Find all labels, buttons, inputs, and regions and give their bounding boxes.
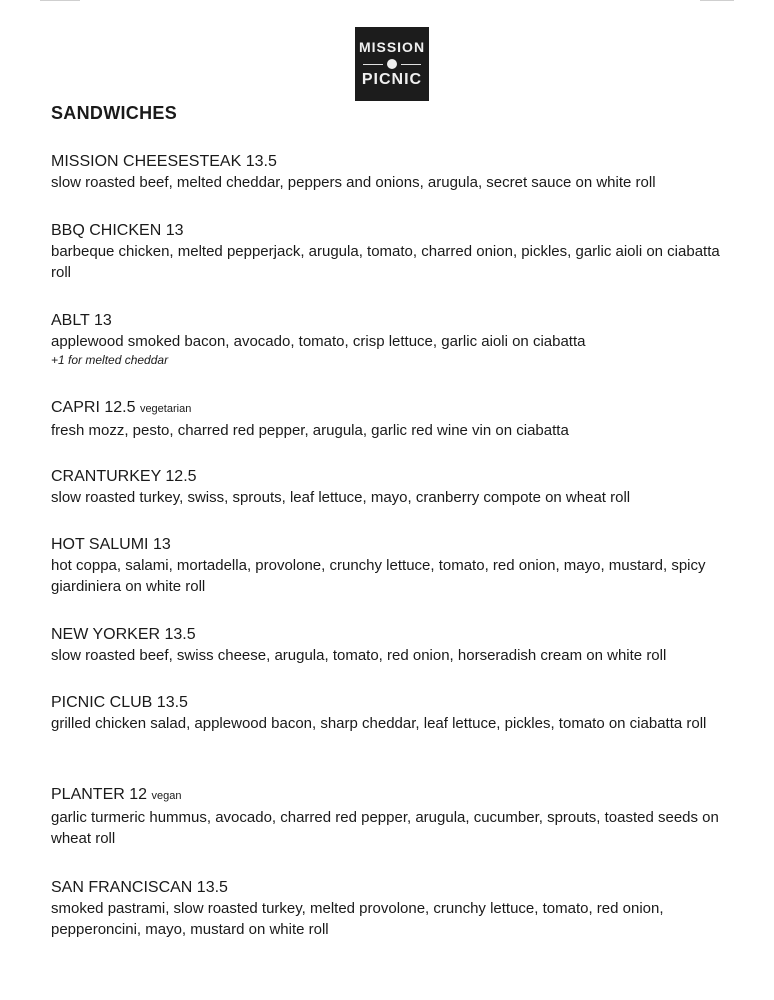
menu-item [51, 310, 731, 369]
menu-item-title: MISSION CHEESESTEAK 13.5 [51, 153, 277, 170]
menu-item [51, 151, 731, 193]
menu-item-title: HOT SALUMI 13 [51, 536, 171, 553]
menu-item-description: barbeque chicken, melted pepperjack, arugula, tomato, charred onion, pickles, garlic aioli on ciabatta roll [51, 243, 720, 281]
menu-item-name [51, 397, 731, 420]
dietary-tag: vegetarian [139, 403, 192, 415]
menu-item [51, 624, 731, 666]
menu-item [51, 877, 731, 940]
menu-item-name [51, 692, 731, 713]
menu-item-description: slow roasted beef, melted cheddar, peppers and onions, arugula, secret sauce on white roll [51, 174, 656, 191]
menu-item [51, 220, 731, 283]
logo-dash-left [363, 64, 383, 65]
menu-item-description: applewood smoked bacon, avocado, tomato, crisp lettuce, garlic aioli on ciabatta [51, 333, 586, 350]
menu-item-description: garlic turmeric hummus, avocado, charred red pepper, arugula, cucumber, sprouts, toasted seeds on wheat roll [51, 809, 719, 847]
menu-item-name [51, 877, 731, 898]
menu-item-name [51, 624, 731, 645]
menu-item-note: +1 for melted cheddar [51, 353, 169, 367]
menu-item-title: SAN FRANCISCAN 13.5 [51, 879, 228, 896]
menu-item-title: ABLT 13 [51, 312, 112, 329]
menu-item-description: smoked pastrami, slow roasted turkey, melted provolone, crunchy lettuce, tomato, red onion, pepperoncini, mayo, mustard on white roll [51, 900, 664, 938]
menu-item-name [51, 534, 731, 555]
menu-item-name [51, 310, 731, 331]
menu-item-title: NEW YORKER 13.5 [51, 626, 196, 643]
menu-item-description: slow roasted beef, swiss cheese, arugula, tomato, red onion, horseradish cream on white roll [51, 647, 667, 664]
menu-item-name [51, 220, 731, 241]
dietary-tag: vegan [151, 790, 182, 802]
logo-emblem-icon [387, 59, 397, 69]
menu-item [51, 692, 731, 734]
scan-edge-line [40, 0, 80, 1]
menu-item [51, 397, 731, 441]
menu-item-description: grilled chicken salad, applewood bacon, sharp cheddar, leaf lettuce, pickles, tomato on ciabatta roll [51, 715, 707, 732]
logo-line-1: MISSION [358, 39, 426, 55]
menu-item-name [51, 784, 731, 807]
menu-item-description: hot coppa, salami, mortadella, provolone, crunchy lettuce, tomato, red onion, mayo, mustard, spicy giardiniera on white roll [51, 557, 706, 595]
logo-line-2: PICNIC [361, 71, 423, 88]
mission-picnic-logo [355, 27, 429, 101]
menu-item-description: slow roasted turkey, swiss, sprouts, leaf lettuce, mayo, cranberry compote on wheat roll [51, 489, 631, 506]
menu-item-name [51, 466, 731, 487]
menu-item [51, 784, 731, 849]
menu-item-title: PLANTER 12 [51, 786, 148, 803]
menu-item-description: fresh mozz, pesto, charred red pepper, arugula, garlic red wine vin on ciabatta [51, 422, 569, 439]
logo-divider [363, 59, 421, 69]
menu-item [51, 466, 731, 508]
menu-item [51, 534, 731, 597]
scan-edge-line [700, 0, 734, 1]
menu-item-title: PICNIC CLUB 13.5 [51, 694, 188, 711]
logo-dash-right [401, 64, 421, 65]
section-title: SANDWICHES [51, 103, 178, 123]
menu-item-title: CRANTURKEY 12.5 [51, 468, 197, 485]
menu-item-name [51, 151, 731, 172]
menu-item-title: BBQ CHICKEN 13 [51, 222, 184, 239]
menu-item-title: CAPRI 12.5 [51, 399, 136, 416]
